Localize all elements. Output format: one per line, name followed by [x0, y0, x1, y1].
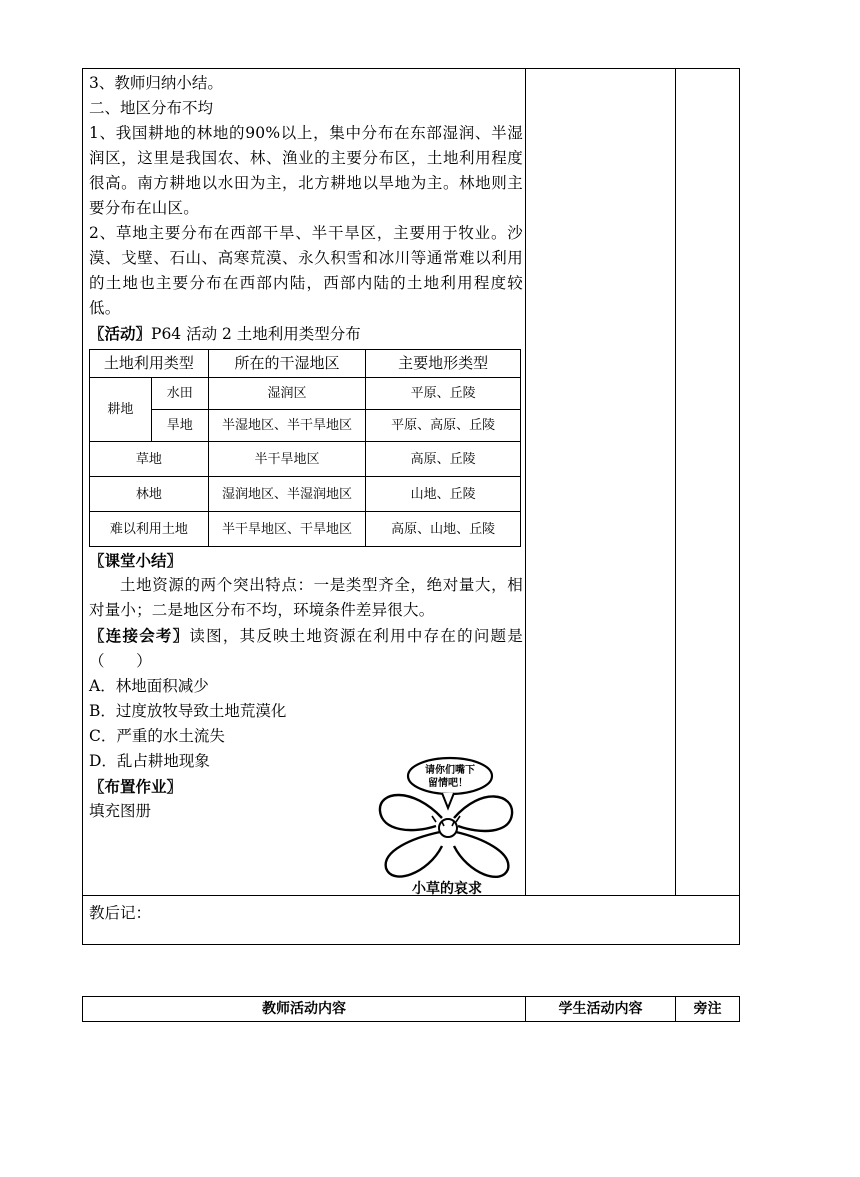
table-cell: 难以利用土地: [90, 512, 209, 547]
section-heading: 二、地区分布不均: [89, 99, 214, 117]
summary-text: 土地资源的两个突出特点：一是类型齐全，绝对量大，相对量小；二是地区分布不均，环境条件差异很大。: [89, 576, 523, 619]
activity-line: [89, 321, 523, 347]
option-d: D．乱占耕地现象: [89, 752, 210, 770]
table-cell: 林地: [90, 477, 209, 512]
table-cell: 草地: [90, 442, 209, 477]
exam-tag: 〖连接会考〗: [89, 626, 190, 645]
activity-tag: 〖活动〗: [89, 324, 152, 343]
table-cell: 半干旱地区、干旱地区: [208, 512, 366, 547]
grass-pleading-cartoon: [372, 756, 522, 896]
option-a: A．林地面积减少: [89, 677, 209, 695]
table-cell: 半湿地区、半干旱地区: [208, 410, 366, 442]
table-row: [90, 442, 521, 477]
lesson-paragraph: 2、草地主要分布在西部干旱、半干旱区，主要用于牧业。沙漠、戈壁、石山、高寒荒漠、永久积雪和冰川等通常难以利用的土地也主要分布在西部内陆，西部内陆的土地利用程度较低。: [89, 224, 523, 317]
table-header-cell: 土地利用类型: [90, 350, 209, 378]
table-cell: 湿润地区、半湿润地区: [208, 477, 366, 512]
homework-text: 填充图册: [89, 802, 152, 820]
table-cell: 旱地: [151, 410, 208, 442]
table-row: [90, 512, 521, 547]
exam-text: 读图，其反映土地资源在利用中存在的问题是（ ）: [89, 627, 523, 670]
land-use-table: [89, 349, 521, 547]
table-header-cell: 主要地形类型: [366, 350, 521, 378]
table-row: [90, 477, 521, 512]
table-header-cell: 所在的干湿地区: [208, 350, 366, 378]
cartoon-caption: 小草的哀求: [412, 881, 482, 896]
option-c: C．严重的水土流失: [89, 727, 225, 745]
teacher-activity-header: 教师活动内容: [262, 1001, 346, 1017]
homework-title: 〖布置作业〗: [89, 777, 183, 796]
table-cell: 半干旱地区: [208, 442, 366, 477]
table-header-row: [90, 350, 521, 378]
exam-question: [89, 623, 523, 674]
lesson-paragraph: 1、我国耕地的林地的90%以上，集中分布在东部湿润、半湿润区，这里是我国农、林、渔业的主要分布区，土地利用程度很高。南方耕地以水田为主，北方耕地以旱地为主。林地则主要分布在山区。: [89, 124, 523, 217]
table-cell: 耕地: [90, 378, 152, 442]
after-class-note-label: 教后记：: [89, 904, 152, 922]
table-row: [90, 410, 521, 442]
column-divider-notes: [675, 69, 676, 895]
column-header-row: [82, 996, 740, 1022]
activity-text: P64 活动 2 土地利用类型分布: [151, 325, 361, 343]
table-cell: 高原、山地、丘陵: [366, 512, 521, 547]
lesson-line: 3、教师归纳小结。: [89, 74, 223, 92]
table-cell: 山地、丘陵: [366, 477, 521, 512]
speech-line-1: 请你们嘴下: [425, 765, 475, 776]
table-cell: 平原、高原、丘陵: [366, 410, 521, 442]
student-activity-header: 学生活动内容: [558, 1001, 643, 1017]
table-cell: 水田: [151, 378, 208, 410]
column-divider-student: [525, 69, 526, 895]
notes-header: 旁注: [693, 1001, 722, 1017]
table-cell: 湿润区: [208, 378, 366, 410]
table-cell: 高原、丘陵: [366, 442, 521, 477]
teacher-activity-content: [89, 71, 523, 824]
summary-title: 〖课堂小结〗: [89, 551, 183, 570]
option-b: B．过度放牧导致土地荒漠化: [89, 702, 287, 720]
table-row: [90, 378, 521, 410]
speech-line-2: 留情吧！: [428, 778, 468, 789]
table-cell: 平原、丘陵: [366, 378, 521, 410]
